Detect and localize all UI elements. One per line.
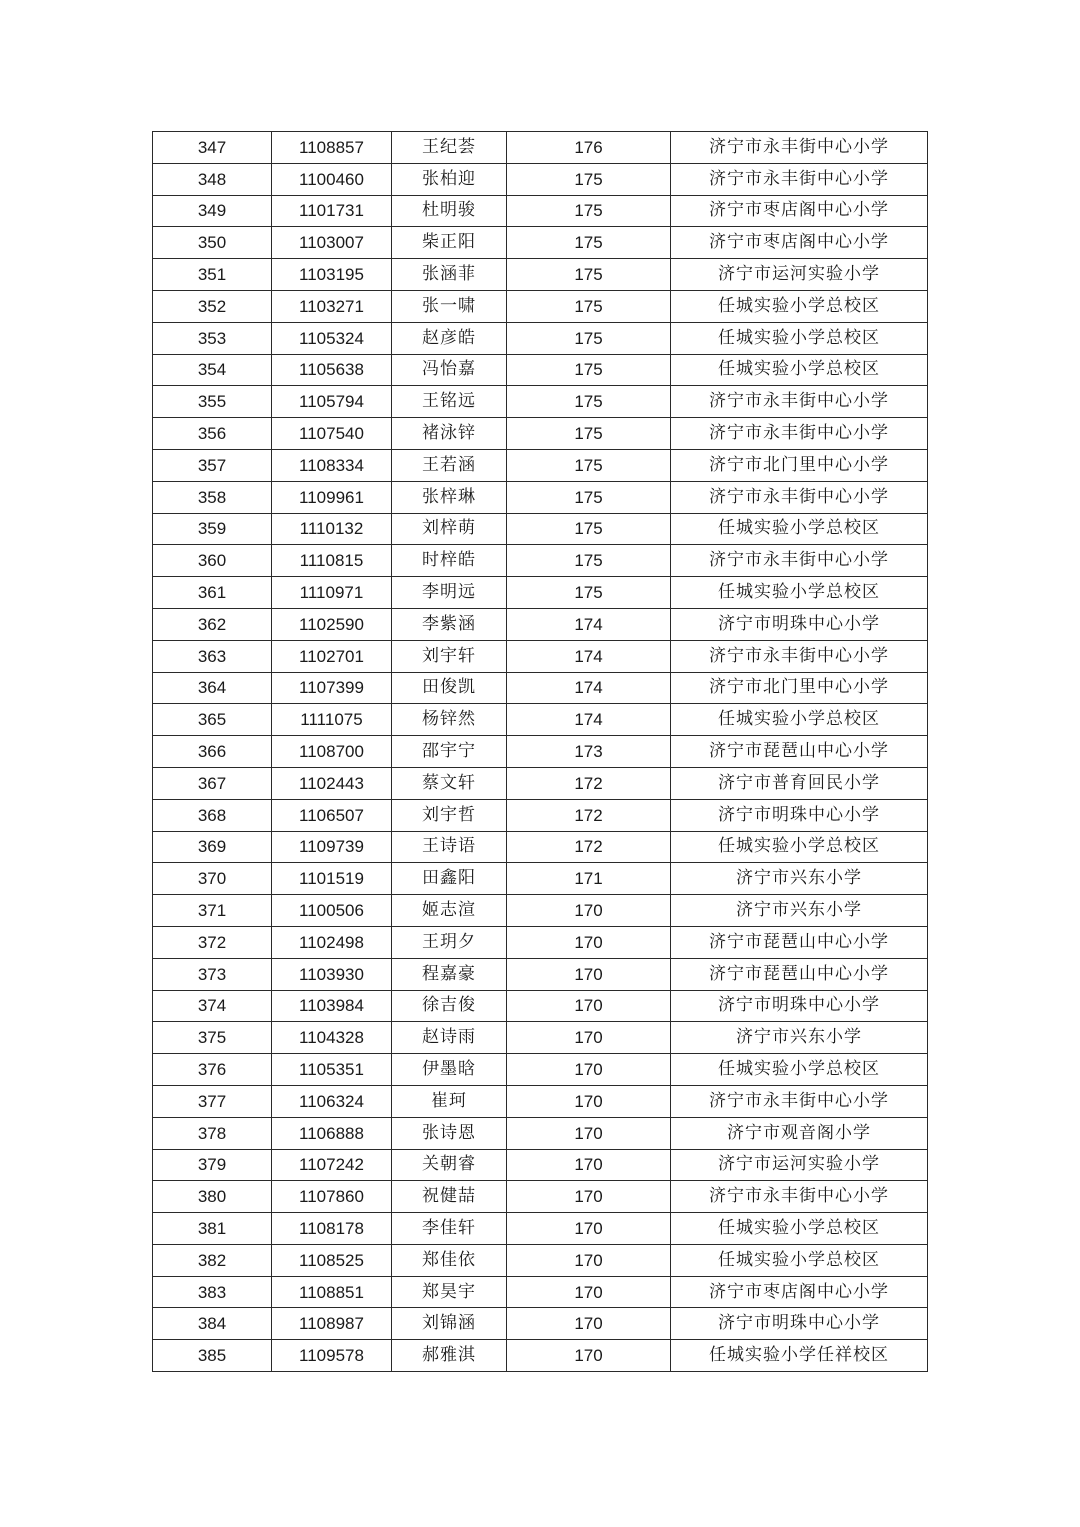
exam-id-cell: 1108851 <box>272 1276 392 1308</box>
exam-id-cell: 1107540 <box>272 418 392 450</box>
score-cell: 176 <box>507 132 671 164</box>
exam-id-cell: 1105794 <box>272 386 392 418</box>
table-row <box>153 926 928 958</box>
school-cell: 济宁市运河实验小学 <box>671 1149 928 1181</box>
student-name-cell: 杜明骏 <box>392 195 507 227</box>
exam-id-cell: 1109961 <box>272 481 392 513</box>
table-row <box>153 1244 928 1276</box>
table-row <box>153 1117 928 1149</box>
rank-cell: 363 <box>153 640 272 672</box>
table-row <box>153 481 928 513</box>
rank-cell: 369 <box>153 831 272 863</box>
student-name-cell: 赵诗雨 <box>392 1022 507 1054</box>
score-cell: 174 <box>507 704 671 736</box>
table-row <box>153 132 928 164</box>
school-cell: 济宁市永丰街中心小学 <box>671 386 928 418</box>
results-table <box>152 131 928 1372</box>
score-cell: 170 <box>507 1085 671 1117</box>
score-cell: 172 <box>507 831 671 863</box>
rank-cell: 351 <box>153 259 272 291</box>
student-name-cell: 张一啸 <box>392 290 507 322</box>
table-row <box>153 322 928 354</box>
school-cell: 济宁市永丰街中心小学 <box>671 545 928 577</box>
school-cell: 济宁市琵琶山中心小学 <box>671 736 928 768</box>
score-cell: 175 <box>507 577 671 609</box>
rank-cell: 360 <box>153 545 272 577</box>
rank-cell: 359 <box>153 513 272 545</box>
exam-id-cell: 1110815 <box>272 545 392 577</box>
exam-id-cell: 1109739 <box>272 831 392 863</box>
score-cell: 170 <box>507 958 671 990</box>
rank-cell: 379 <box>153 1149 272 1181</box>
school-cell: 任城实验小学总校区 <box>671 1244 928 1276</box>
student-name-cell: 伊墨晗 <box>392 1054 507 1086</box>
exam-id-cell: 1101731 <box>272 195 392 227</box>
school-cell: 济宁市北门里中心小学 <box>671 449 928 481</box>
school-cell: 济宁市明珠中心小学 <box>671 799 928 831</box>
school-cell: 济宁市枣店阁中心小学 <box>671 195 928 227</box>
table-row <box>153 736 928 768</box>
table-row <box>153 513 928 545</box>
school-cell: 济宁市枣店阁中心小学 <box>671 227 928 259</box>
table-row <box>153 1085 928 1117</box>
student-name-cell: 郑佳依 <box>392 1244 507 1276</box>
score-cell: 170 <box>507 1181 671 1213</box>
table-row <box>153 195 928 227</box>
exam-id-cell: 1102498 <box>272 926 392 958</box>
rank-cell: 362 <box>153 608 272 640</box>
exam-id-cell: 1106888 <box>272 1117 392 1149</box>
table-row <box>153 418 928 450</box>
student-name-cell: 蔡文轩 <box>392 767 507 799</box>
school-cell: 济宁市观音阁小学 <box>671 1117 928 1149</box>
student-name-cell: 田俊凯 <box>392 672 507 704</box>
score-cell: 173 <box>507 736 671 768</box>
results-table-body <box>153 132 928 1372</box>
score-cell: 170 <box>507 1308 671 1340</box>
score-cell: 170 <box>507 1022 671 1054</box>
student-name-cell: 刘宇轩 <box>392 640 507 672</box>
school-cell: 济宁市普育回民小学 <box>671 767 928 799</box>
exam-id-cell: 1102443 <box>272 767 392 799</box>
exam-id-cell: 1103930 <box>272 958 392 990</box>
score-cell: 175 <box>507 290 671 322</box>
table-row <box>153 577 928 609</box>
exam-id-cell: 1106507 <box>272 799 392 831</box>
table-row <box>153 831 928 863</box>
score-cell: 174 <box>507 640 671 672</box>
table-row <box>153 386 928 418</box>
rank-cell: 377 <box>153 1085 272 1117</box>
school-cell: 济宁市永丰街中心小学 <box>671 1181 928 1213</box>
school-cell: 济宁市永丰街中心小学 <box>671 640 928 672</box>
score-cell: 170 <box>507 1149 671 1181</box>
exam-id-cell: 1110971 <box>272 577 392 609</box>
student-name-cell: 张诗恩 <box>392 1117 507 1149</box>
rank-cell: 375 <box>153 1022 272 1054</box>
school-cell: 任城实验小学总校区 <box>671 322 928 354</box>
table-row <box>153 290 928 322</box>
exam-id-cell: 1108525 <box>272 1244 392 1276</box>
rank-cell: 357 <box>153 449 272 481</box>
score-cell: 175 <box>507 259 671 291</box>
school-cell: 济宁市北门里中心小学 <box>671 672 928 704</box>
school-cell: 任城实验小学总校区 <box>671 290 928 322</box>
table-row <box>153 958 928 990</box>
exam-id-cell: 1108987 <box>272 1308 392 1340</box>
table-row <box>153 354 928 386</box>
table-row <box>153 1149 928 1181</box>
student-name-cell: 柴正阳 <box>392 227 507 259</box>
score-cell: 172 <box>507 767 671 799</box>
score-cell: 175 <box>507 418 671 450</box>
table-row <box>153 1276 928 1308</box>
rank-cell: 376 <box>153 1054 272 1086</box>
table-row <box>153 672 928 704</box>
score-cell: 175 <box>507 354 671 386</box>
exam-id-cell: 1102590 <box>272 608 392 640</box>
school-cell: 任城实验小学总校区 <box>671 831 928 863</box>
student-name-cell: 赵彦皓 <box>392 322 507 354</box>
rank-cell: 354 <box>153 354 272 386</box>
rank-cell: 380 <box>153 1181 272 1213</box>
rank-cell: 383 <box>153 1276 272 1308</box>
exam-id-cell: 1108334 <box>272 449 392 481</box>
table-row <box>153 1213 928 1245</box>
school-cell: 任城实验小学总校区 <box>671 1213 928 1245</box>
school-cell: 济宁市永丰街中心小学 <box>671 132 928 164</box>
school-cell: 济宁市琵琶山中心小学 <box>671 958 928 990</box>
score-cell: 175 <box>507 545 671 577</box>
student-name-cell: 王纪荟 <box>392 132 507 164</box>
exam-id-cell: 1100460 <box>272 163 392 195</box>
student-name-cell: 关朝睿 <box>392 1149 507 1181</box>
rank-cell: 349 <box>153 195 272 227</box>
exam-id-cell: 1111075 <box>272 704 392 736</box>
school-cell: 济宁市兴东小学 <box>671 863 928 895</box>
rank-cell: 373 <box>153 958 272 990</box>
rank-cell: 381 <box>153 1213 272 1245</box>
rank-cell: 368 <box>153 799 272 831</box>
rank-cell: 371 <box>153 895 272 927</box>
student-name-cell: 祝健喆 <box>392 1181 507 1213</box>
rank-cell: 353 <box>153 322 272 354</box>
student-name-cell: 张涵菲 <box>392 259 507 291</box>
rank-cell: 364 <box>153 672 272 704</box>
table-row <box>153 704 928 736</box>
table-row <box>153 640 928 672</box>
school-cell: 济宁市枣店阁中心小学 <box>671 1276 928 1308</box>
student-name-cell: 王若涵 <box>392 449 507 481</box>
student-name-cell: 徐吉俊 <box>392 990 507 1022</box>
school-cell: 任城实验小学总校区 <box>671 513 928 545</box>
score-cell: 174 <box>507 608 671 640</box>
score-cell: 170 <box>507 926 671 958</box>
school-cell: 济宁市明珠中心小学 <box>671 990 928 1022</box>
student-name-cell: 王铭远 <box>392 386 507 418</box>
exam-id-cell: 1104328 <box>272 1022 392 1054</box>
score-cell: 175 <box>507 163 671 195</box>
rank-cell: 347 <box>153 132 272 164</box>
student-name-cell: 田鑫阳 <box>392 863 507 895</box>
score-cell: 175 <box>507 322 671 354</box>
score-cell: 175 <box>507 449 671 481</box>
exam-id-cell: 1106324 <box>272 1085 392 1117</box>
table-row <box>153 895 928 927</box>
exam-id-cell: 1102701 <box>272 640 392 672</box>
score-cell: 171 <box>507 863 671 895</box>
score-cell: 170 <box>507 895 671 927</box>
student-name-cell: 王诗语 <box>392 831 507 863</box>
student-name-cell: 冯怡嘉 <box>392 354 507 386</box>
school-cell: 济宁市永丰街中心小学 <box>671 418 928 450</box>
score-cell: 175 <box>507 195 671 227</box>
school-cell: 任城实验小学任祥校区 <box>671 1340 928 1372</box>
table-row <box>153 863 928 895</box>
student-name-cell: 李佳轩 <box>392 1213 507 1245</box>
exam-id-cell: 1103984 <box>272 990 392 1022</box>
table-row <box>153 1308 928 1340</box>
rank-cell: 361 <box>153 577 272 609</box>
student-name-cell: 郝雅淇 <box>392 1340 507 1372</box>
rank-cell: 352 <box>153 290 272 322</box>
table-row <box>153 1340 928 1372</box>
table-row <box>153 545 928 577</box>
rank-cell: 385 <box>153 1340 272 1372</box>
school-cell: 济宁市明珠中心小学 <box>671 1308 928 1340</box>
school-cell: 济宁市兴东小学 <box>671 1022 928 1054</box>
school-cell: 济宁市明珠中心小学 <box>671 608 928 640</box>
table-row <box>153 1181 928 1213</box>
score-cell: 170 <box>507 1117 671 1149</box>
rank-cell: 366 <box>153 736 272 768</box>
student-name-cell: 郑昊宇 <box>392 1276 507 1308</box>
school-cell: 济宁市运河实验小学 <box>671 259 928 291</box>
score-cell: 172 <box>507 799 671 831</box>
exam-id-cell: 1100506 <box>272 895 392 927</box>
score-cell: 170 <box>507 1054 671 1086</box>
table-row <box>153 1022 928 1054</box>
score-cell: 175 <box>507 386 671 418</box>
school-cell: 济宁市琵琶山中心小学 <box>671 926 928 958</box>
score-cell: 175 <box>507 513 671 545</box>
rank-cell: 367 <box>153 767 272 799</box>
score-cell: 170 <box>507 1276 671 1308</box>
rank-cell: 355 <box>153 386 272 418</box>
rank-cell: 378 <box>153 1117 272 1149</box>
exam-id-cell: 1103271 <box>272 290 392 322</box>
rank-cell: 374 <box>153 990 272 1022</box>
student-name-cell: 刘梓萌 <box>392 513 507 545</box>
table-row <box>153 163 928 195</box>
rank-cell: 365 <box>153 704 272 736</box>
rank-cell: 350 <box>153 227 272 259</box>
student-name-cell: 时梓皓 <box>392 545 507 577</box>
exam-id-cell: 1109578 <box>272 1340 392 1372</box>
exam-id-cell: 1108178 <box>272 1213 392 1245</box>
school-cell: 任城实验小学总校区 <box>671 354 928 386</box>
student-name-cell: 李明远 <box>392 577 507 609</box>
exam-id-cell: 1107399 <box>272 672 392 704</box>
rank-cell: 384 <box>153 1308 272 1340</box>
score-cell: 170 <box>507 1213 671 1245</box>
rank-cell: 358 <box>153 481 272 513</box>
exam-id-cell: 1105638 <box>272 354 392 386</box>
table-row <box>153 767 928 799</box>
student-name-cell: 刘锦涵 <box>392 1308 507 1340</box>
rank-cell: 356 <box>153 418 272 450</box>
table-row <box>153 227 928 259</box>
rank-cell: 348 <box>153 163 272 195</box>
score-cell: 174 <box>507 672 671 704</box>
exam-id-cell: 1108857 <box>272 132 392 164</box>
student-name-cell: 杨锌然 <box>392 704 507 736</box>
exam-id-cell: 1110132 <box>272 513 392 545</box>
school-cell: 济宁市永丰街中心小学 <box>671 481 928 513</box>
student-name-cell: 邵宇宁 <box>392 736 507 768</box>
school-cell: 任城实验小学总校区 <box>671 577 928 609</box>
table-row <box>153 259 928 291</box>
student-name-cell: 王玥夕 <box>392 926 507 958</box>
exam-id-cell: 1107860 <box>272 1181 392 1213</box>
student-name-cell: 姬志渲 <box>392 895 507 927</box>
rank-cell: 372 <box>153 926 272 958</box>
student-name-cell: 张梓琳 <box>392 481 507 513</box>
student-name-cell: 程嘉豪 <box>392 958 507 990</box>
student-name-cell: 刘宇哲 <box>392 799 507 831</box>
table-row <box>153 990 928 1022</box>
school-cell: 济宁市永丰街中心小学 <box>671 1085 928 1117</box>
table-row <box>153 449 928 481</box>
rank-cell: 370 <box>153 863 272 895</box>
school-cell: 任城实验小学总校区 <box>671 704 928 736</box>
score-cell: 175 <box>507 227 671 259</box>
exam-id-cell: 1108700 <box>272 736 392 768</box>
exam-id-cell: 1101519 <box>272 863 392 895</box>
score-cell: 170 <box>507 990 671 1022</box>
student-name-cell: 张柏迎 <box>392 163 507 195</box>
table-row <box>153 608 928 640</box>
table-row <box>153 799 928 831</box>
student-name-cell: 褚泳锌 <box>392 418 507 450</box>
school-cell: 济宁市永丰街中心小学 <box>671 163 928 195</box>
exam-id-cell: 1105351 <box>272 1054 392 1086</box>
exam-id-cell: 1103007 <box>272 227 392 259</box>
student-name-cell: 崔珂 <box>392 1085 507 1117</box>
school-cell: 任城实验小学总校区 <box>671 1054 928 1086</box>
table-row <box>153 1054 928 1086</box>
exam-id-cell: 1107242 <box>272 1149 392 1181</box>
student-name-cell: 李紫涵 <box>392 608 507 640</box>
rank-cell: 382 <box>153 1244 272 1276</box>
exam-id-cell: 1105324 <box>272 322 392 354</box>
school-cell: 济宁市兴东小学 <box>671 895 928 927</box>
score-cell: 175 <box>507 481 671 513</box>
score-cell: 170 <box>507 1340 671 1372</box>
exam-id-cell: 1103195 <box>272 259 392 291</box>
score-cell: 170 <box>507 1244 671 1276</box>
